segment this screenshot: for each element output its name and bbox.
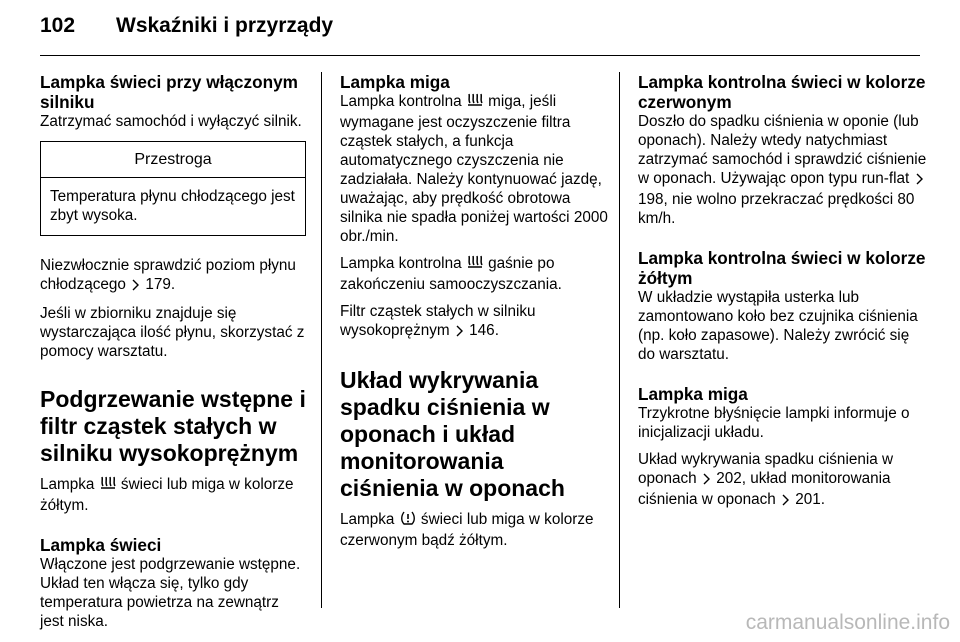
- section-heading: Lampka świeci: [40, 535, 162, 555]
- text: świeci lub miga w kolorze żółtym.: [40, 476, 294, 514]
- warning-title: Przestroga: [41, 142, 305, 178]
- page-reference: 202: [716, 470, 742, 487]
- paragraph: [340, 510, 608, 550]
- text: gaśnie po zakończeniu samooczyszczania.: [340, 255, 562, 293]
- text: miga, jeśli wymagane jest oczyszczenie filtra cząstek stałych, a funkcja automatycznego czyszczenia nie zadziałała. Należy kontynuować jazdę, uważając, aby prędkość obrotowa silnika nie spadła poniżej wartości 2000 obr./min.: [340, 93, 608, 245]
- glow-plug-icon: [100, 475, 116, 496]
- page-title: Wskaźniki i przyrządy: [116, 14, 334, 37]
- column-right: [638, 72, 928, 511]
- paragraph: [40, 475, 306, 515]
- header-rule: [40, 55, 920, 56]
- page-reference-arrow-icon: [915, 171, 924, 190]
- text: Lampka kontrolna: [340, 93, 466, 110]
- paragraph: [340, 254, 608, 294]
- page-reference-arrow-icon: [455, 323, 464, 342]
- page-reference: 198: [638, 191, 664, 208]
- section-heading: Lampka miga: [340, 72, 450, 92]
- text: Doszło do spadku ciśnienia w oponie (lub oponach). Należy wtedy natychmiast zatrzymać samochód i sprawdzić ciśnienie w oponach. Używając opon typu run-flat: [638, 113, 927, 187]
- paragraph: [340, 92, 608, 246]
- column-divider: [321, 72, 322, 608]
- paragraph: [638, 112, 928, 228]
- text: , nie wolno przekraczać prędkości 80 km/h.: [638, 191, 915, 227]
- text: Filtr cząstek stałych w silniku wysokoprężnym: [340, 303, 536, 339]
- paragraph: [40, 256, 306, 296]
- section-heading: Lampka świeci przy włączonym silniku: [40, 72, 298, 112]
- paragraph: Zatrzymać samochód i wyłączyć silnik.: [40, 113, 302, 130]
- glow-plug-icon: [467, 254, 483, 275]
- section-title: Podgrzewanie wstępne i filtr cząstek stałych w silniku wysokoprężnym: [40, 386, 306, 466]
- page-number: 102: [40, 14, 76, 37]
- text: Niezwłocznie sprawdzić poziom płynu chłodzącego: [40, 257, 296, 293]
- text: Lampka: [40, 476, 99, 493]
- paragraph: Włączone jest podgrzewanie wstępne. Układ ten włącza się, tylko gdy temperatura powietrza na zewnątrz jest niska.: [40, 556, 301, 630]
- text: , układ monitorowania ciśnienia w oponach: [638, 470, 891, 508]
- paragraph: Trzykrotne błyśnięcie lampki informuje o inicjalizacji układu.: [638, 405, 910, 441]
- glow-plug-icon: [467, 92, 483, 113]
- section-heading: Lampka kontrolna świeci w kolorze żółtym: [638, 248, 926, 288]
- text: Układ wykrywania spadku ciśnienia w oponach: [638, 451, 894, 487]
- text: Lampka kontrolna: [340, 255, 466, 272]
- tire-pressure-icon: [400, 510, 416, 531]
- warning-text: Temperatura płynu chłodzącego jest zbyt wysoka.: [50, 188, 295, 224]
- section-heading: Lampka miga: [638, 384, 748, 404]
- text: Lampka: [340, 511, 399, 528]
- paragraph: Jeśli w zbiorniku znajduje się wystarczająca ilość płynu, skorzystać z pomocy warsztatu.: [40, 305, 305, 360]
- column-middle: [340, 72, 608, 550]
- paragraph: W układzie wystąpiła usterka lub zamontowano koło bez czujnika ciśnienia (np. koło zapasowe). Należy zwrócić się do warsztatu.: [638, 289, 918, 363]
- page-reference-arrow-icon: [131, 277, 140, 296]
- page-reference-arrow-icon: [781, 492, 790, 511]
- paragraph: [340, 302, 608, 342]
- section-heading: Lampka kontrolna świeci w kolorze czerwonym: [638, 72, 926, 112]
- section-title: Układ wykrywania spadku ciśnienia w oponach i układ monitorowania ciśnienia w oponach: [340, 367, 565, 501]
- paragraph: [638, 450, 928, 511]
- watermark: carmanualsonline.info: [745, 611, 950, 634]
- column-divider: [619, 72, 620, 608]
- page-reference: 146.: [469, 322, 499, 339]
- page-reference: 179.: [145, 276, 176, 293]
- page-reference: 201.: [795, 491, 826, 508]
- column-left: [40, 72, 306, 631]
- warning-box: [40, 141, 306, 236]
- page-reference-arrow-icon: [702, 471, 711, 490]
- text: świeci lub miga w kolorze czerwonym bądź żółtym.: [340, 511, 594, 549]
